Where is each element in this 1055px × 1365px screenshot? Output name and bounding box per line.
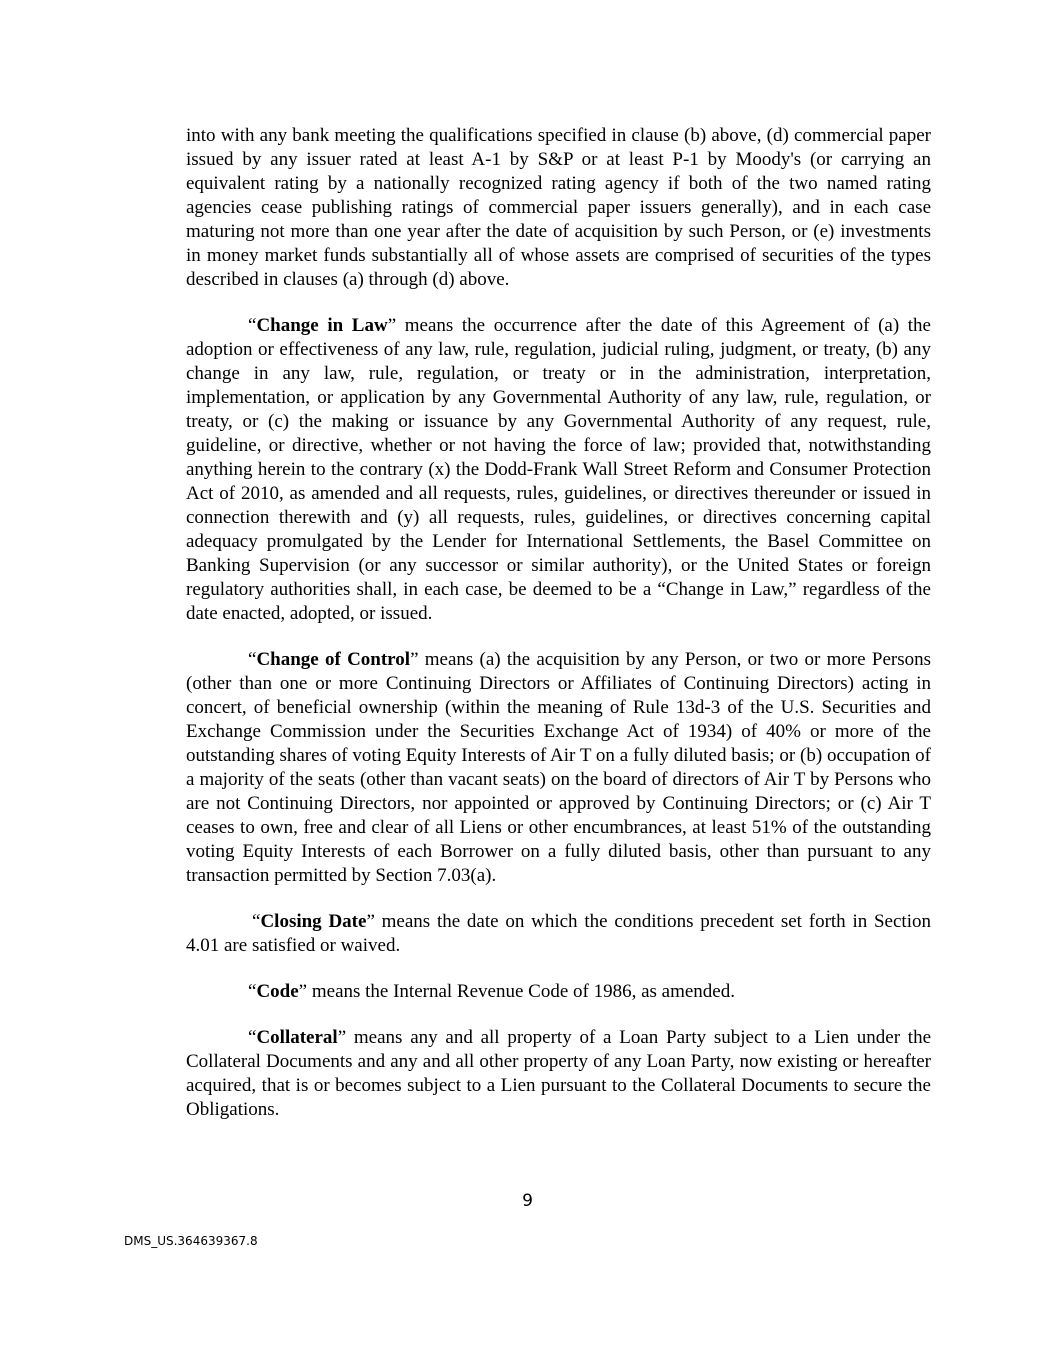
- definition-closing-date: [186, 910, 931, 958]
- definition-text: ” means the Internal Revenue Code of 1986, as amended.: [298, 981, 735, 1002]
- paragraph-text: into with any bank meeting the qualifications specified in clause (b) above, (d) commercial paper issued by any issuer rated at least A-1 by S&P or at least P-1 by Moody's (or carrying an equivalent rating by a nationally recognized rating agency if both of the two named rating agencies cease publishing ratings of commercial paper issuers generally), and in each case maturing not more than one year after the date of acquisition by such Person, or (e) investments in money market funds substantially all of whose assets are comprised of securities of the types described in clauses (a) through (d) above.: [186, 125, 931, 290]
- defined-term: Closing Date: [260, 911, 367, 932]
- open-quote: “: [252, 911, 261, 932]
- definition-change-of-control: [186, 648, 931, 888]
- defined-term: Change of Control: [256, 649, 411, 670]
- definition-text: ” means any and all property of a Loan Party subject to a Lien under the Collateral Documents and any and all other property of any Loan Party, now existing or hereafter acquired, that is or becomes subject to a Lien pursuant to the Collateral Documents to secure the Obligations.: [186, 1027, 931, 1120]
- defined-term: Code: [256, 981, 299, 1002]
- definition-text: ” means the occurrence after the date of this Agreement of (a) the adoption or effectiveness of any law, rule, regulation, judicial ruling, judgment, or treaty, (b) any change in any law, rule, regulation, or treaty or in the administration, interpretation, implementation, or application by any Governmental Authority of any law, rule, regulation, or treaty, or (c) the making or issuance by any Governmental Authority of any request, rule, guideline, or directive, whether or not having the force of law; provided that, notwithstanding anything herein to the contrary (x) the Dodd-Frank Wall Street Reform and Consumer Protection Act of 2010, as amended and all requests, rules, guidelines, or directives thereunder or issued in connection therewith and (y) all requests, rules, guidelines, or directives concerning capital adequacy promulgated by the Lender for International Settlements, the Basel Committee on Banking Supervision (or any successor or similar authority), or the United States or foreign regulatory authorities shall, in each case, be deemed to be a “Change in Law,” regardless of the date enacted, adopted, or issued.: [186, 315, 931, 624]
- definition-text: ” means the date on which the conditions precedent set forth in Section 4.01 are satisfied or waived.: [186, 911, 931, 956]
- definition-text: ” means (a) the acquisition by any Person, or two or more Persons (other than one or more Continuing Directors or Affiliates of Continuing Directors) acting in concert, of beneficial ownership (within the meaning of Rule 13d-3 of the U.S. Securities and Exchange Commission under the Securities Exchange Act of 1934) of 40% or more of the outstanding shares of voting Equity Interests of Air T on a fully diluted basis; or (b) occupation of a majority of the seats (other than vacant seats) on the board of directors of Air T by Persons who are not Continuing Directors, nor appointed or approved by Continuing Directors; or (c) Air T ceases to own, free and clear of all Liens or other encumbrances, at least 51% of the outstanding voting Equity Interests of each Borrower on a fully diluted basis, other than pursuant to any transaction permitted by Section 7.03(a).: [186, 649, 931, 886]
- document-body: [186, 124, 931, 1144]
- defined-term: Collateral: [256, 1027, 338, 1048]
- open-quote: “: [248, 1027, 257, 1048]
- definition-code: [186, 980, 931, 1004]
- definition-collateral: [186, 1026, 931, 1122]
- document-id: DMS_US.364639367.8: [124, 1234, 258, 1248]
- open-quote: “: [248, 981, 257, 1002]
- definition-change-in-law: [186, 314, 931, 626]
- open-quote: “: [248, 315, 257, 336]
- open-quote: “: [248, 649, 257, 670]
- page-number: 9: [522, 1191, 533, 1211]
- continued-paragraph: [186, 124, 931, 292]
- defined-term: Change in Law: [256, 315, 388, 336]
